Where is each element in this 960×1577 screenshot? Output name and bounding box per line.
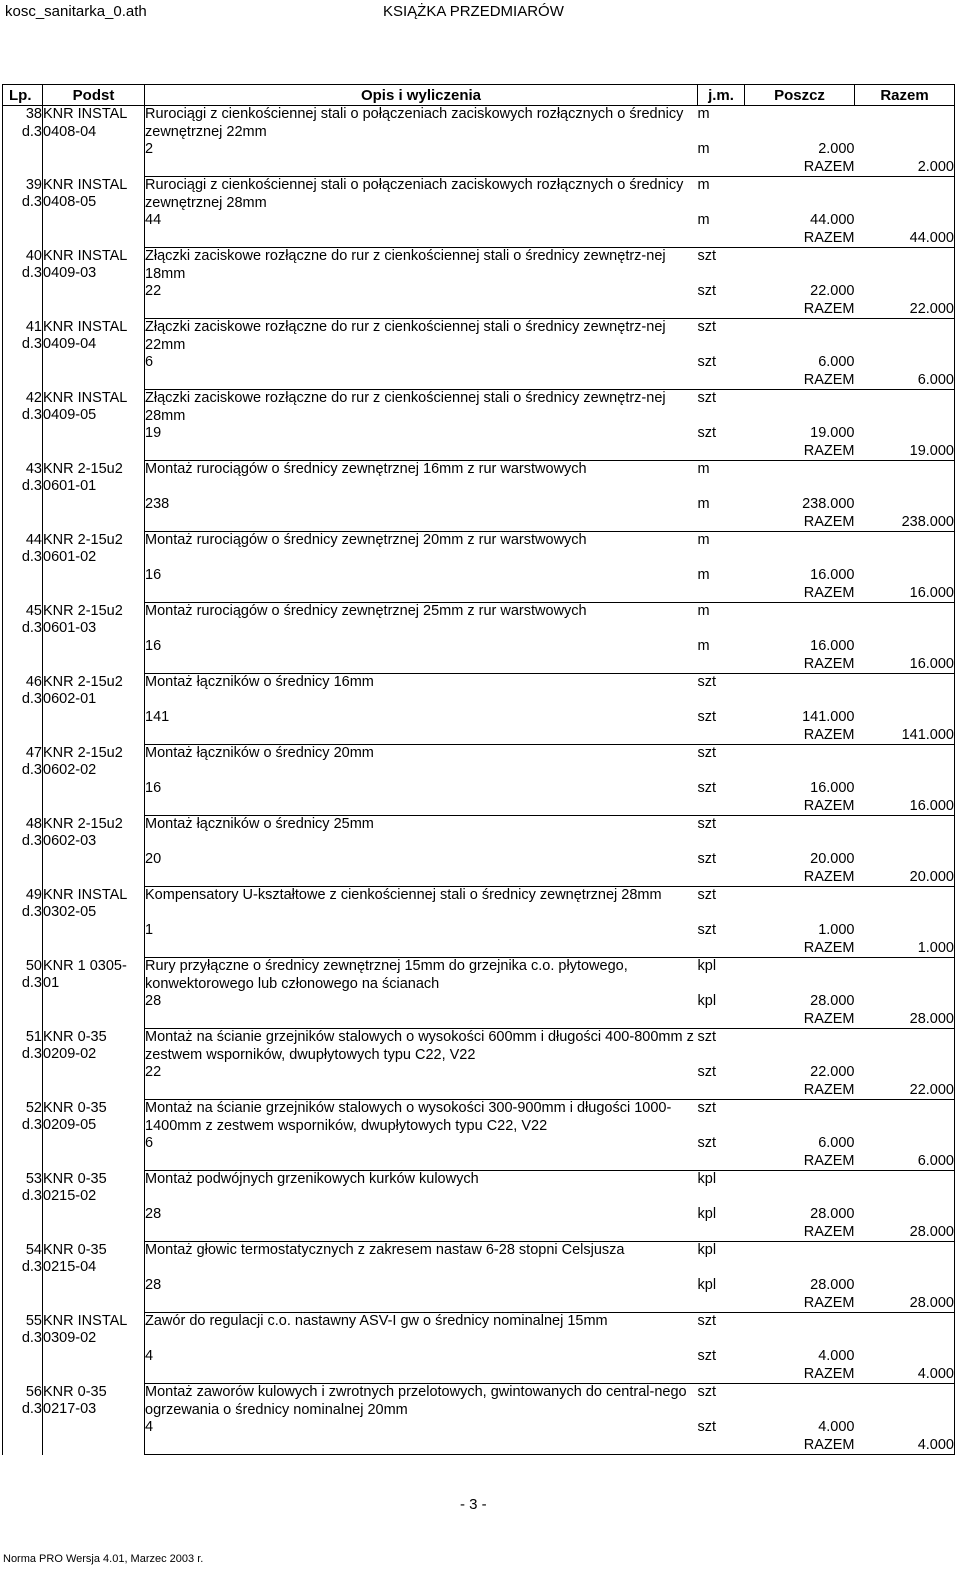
position-unit: szt [697,674,717,690]
basis-code: 0601-03 [43,620,97,636]
position-basis [43,1171,145,1242]
position-unit: szt [697,745,717,761]
position-lp: 42 [25,389,42,406]
basis-catalog: KNR 0-35 [43,1383,107,1400]
basis-code: 0602-02 [43,762,97,778]
basis-code: 0409-05 [43,407,97,423]
position-number [3,1100,43,1171]
total-label: RAZEM [745,1224,855,1242]
calculation-unit: m [697,212,710,228]
calculation-expression: 16 [145,780,162,796]
position-chapter: d.3 [21,123,42,140]
position-unit: szt [697,1029,717,1045]
total-label: RAZEM [745,656,855,674]
position-unit: szt [697,816,717,832]
position-lp: 49 [25,886,42,903]
table-row [3,1242,955,1313]
document-title: KSIĄŻKA PRZEDMIARÓW [383,3,564,20]
table-row [3,319,955,390]
position-basis [43,1100,145,1171]
total-quantity: 16.000 [855,656,955,674]
calculation-expression: 28 [145,993,162,1009]
position-unit: szt [697,248,717,264]
position-unit: m [697,177,710,193]
estimate-table [2,84,955,1455]
position-chapter: d.3 [21,265,42,281]
total-label: RAZEM [745,159,855,177]
basis-catalog: KNR INSTAL [43,389,128,406]
position-number [3,887,43,958]
position-unit: szt [697,390,717,406]
partial-quantity: 28.000 [810,1206,855,1222]
position-number [3,603,43,674]
total-quantity: 4.000 [855,1437,955,1455]
position-chapter: d.3 [21,833,42,849]
position-chapter: d.3 [21,620,42,636]
calculation-unit: kpl [697,1206,717,1222]
position-lp: 38 [25,106,42,122]
table-row [3,887,955,958]
partial-quantity: 6.000 [818,1135,855,1151]
position-description: Rury przyłączne o średnicy zewnętrznej 15mm do grzejnika c.o. płytowego, konwektorowego lub członowego na ścianach [145,958,628,992]
total-label: RAZEM [745,1366,855,1384]
total-quantity: 16.000 [855,798,955,816]
calculation-expression: 22 [145,1064,162,1080]
position-unit: m [697,461,710,477]
table-row [3,248,955,319]
col-header-lp: Lp. [3,85,43,106]
file-name: kosc_sanitarka_0.ath [5,3,147,20]
position-number [3,319,43,390]
position-basis [43,745,145,816]
basis-catalog: KNR 2-15u2 [43,744,123,761]
total-label: RAZEM [745,1011,855,1029]
position-lp: 47 [25,744,42,761]
basis-code: 0601-01 [43,478,97,494]
position-unit: szt [697,1313,717,1329]
position-number [3,1171,43,1242]
calculation-expression: 20 [145,851,162,867]
position-number [3,1242,43,1313]
total-label: RAZEM [745,1082,855,1100]
basis-catalog: KNR 2-15u2 [43,602,123,619]
calculation-unit: kpl [697,993,717,1009]
total-label: RAZEM [745,1295,855,1313]
partial-quantity: 28.000 [810,993,855,1009]
position-number [3,177,43,248]
position-unit: kpl [697,1171,717,1187]
table-header-row [3,85,955,106]
total-quantity: 28.000 [855,1224,955,1242]
calculation-unit: szt [697,283,717,299]
position-unit: szt [697,319,717,335]
total-label: RAZEM [745,869,855,887]
partial-quantity: 44.000 [810,212,855,228]
basis-catalog: KNR 0-35 [43,1170,107,1187]
total-quantity: 22.000 [855,1082,955,1100]
position-chapter: d.3 [21,478,42,494]
basis-catalog: KNR 0-35 [43,1241,107,1258]
calculation-expression: 44 [145,212,162,228]
position-description: Złączki zaciskowe rozłączne do rur z cienkościennej stali o średnicy zewnętrz-nej 22mm [145,319,666,353]
total-quantity: 2.000 [855,159,955,177]
total-label: RAZEM [745,798,855,816]
col-header-podst: Podst [43,85,145,106]
position-chapter: d.3 [21,336,42,352]
partial-quantity: 2.000 [818,141,855,157]
table-row [3,1100,955,1171]
col-header-opis: Opis i wyliczenia [145,85,698,106]
position-number [3,390,43,461]
calculation-expression: 16 [145,567,162,583]
partial-quantity: 4.000 [818,1419,855,1435]
table-row [3,177,955,248]
position-basis [43,958,145,1029]
basis-code: 0601-02 [43,549,97,565]
position-lp: 48 [25,815,42,832]
position-basis [43,106,145,177]
col-header-razem: Razem [855,85,955,106]
partial-quantity: 4.000 [818,1348,855,1364]
position-description: Montaż zaworów kulowych i zwrotnych przelotowych, gwintowanych do central-nego ogrzewania o średnicy nominalnej 20mm [145,1384,687,1418]
table-row [3,1029,955,1100]
position-basis [43,603,145,674]
calculation-unit: szt [697,851,717,867]
total-label: RAZEM [745,230,855,248]
table-row [3,106,955,177]
position-basis [43,1029,145,1100]
basis-code: 0408-05 [43,194,97,210]
basis-catalog: KNR INSTAL [43,247,128,264]
position-unit: szt [697,1384,717,1400]
position-lp: 55 [25,1312,42,1329]
partial-quantity: 22.000 [810,1064,855,1080]
partial-quantity: 19.000 [810,425,855,441]
position-number [3,106,43,177]
position-description: Montaż łączników o średnicy 20mm [145,745,374,761]
position-lp: 44 [25,531,42,548]
basis-catalog: KNR INSTAL [43,176,128,193]
calculation-expression: 28 [145,1206,162,1222]
partial-quantity: 238.000 [802,496,855,512]
position-lp: 51 [25,1028,42,1045]
position-basis [43,1384,145,1455]
position-unit: kpl [697,1242,717,1258]
calculation-expression: 4 [145,1419,154,1435]
table-row [3,745,955,816]
calculation-unit: kpl [697,1277,717,1293]
position-chapter: d.3 [21,194,42,210]
position-chapter: d.3 [21,691,42,707]
position-chapter: d.3 [21,1046,42,1062]
calculation-unit: szt [697,1064,717,1080]
basis-catalog: KNR 0-35 [43,1099,107,1116]
position-chapter: d.3 [21,904,42,920]
calculation-expression: 141 [145,709,170,725]
calculation-expression: 4 [145,1348,154,1364]
total-label: RAZEM [745,727,855,745]
total-quantity: 28.000 [855,1295,955,1313]
basis-catalog: KNR INSTAL [43,318,128,335]
total-label: RAZEM [745,443,855,461]
calculation-expression: 22 [145,283,162,299]
basis-code: 0209-05 [43,1117,97,1133]
basis-code: 0602-01 [43,691,97,707]
position-number [3,461,43,532]
position-description: Rurociągi z cienkościennej stali o połączeniach zaciskowych rozłącznych o średnicy zewnętrznej 28mm [145,177,684,211]
basis-code: 0209-02 [43,1046,97,1062]
position-chapter: d.3 [21,762,42,778]
partial-quantity: 16.000 [810,780,855,796]
total-label: RAZEM [745,1437,855,1455]
position-unit: m [697,603,710,619]
position-basis [43,887,145,958]
position-basis [43,390,145,461]
position-description: Rurociągi z cienkościennej stali o połączeniach zaciskowych rozłącznych o średnicy zewnętrznej 22mm [145,106,684,140]
total-quantity: 44.000 [855,230,955,248]
partial-quantity: 22.000 [810,283,855,299]
calculation-expression: 6 [145,354,154,370]
position-number [3,1313,43,1384]
position-basis [43,1242,145,1313]
partial-quantity: 20.000 [810,851,855,867]
position-basis [43,461,145,532]
total-label: RAZEM [745,1153,855,1171]
position-description: Złączki zaciskowe rozłączne do rur z cienkościennej stali o średnicy zewnętrz-nej 28mm [145,390,666,424]
table-row [3,958,955,1029]
total-quantity: 6.000 [855,1153,955,1171]
table-row [3,674,955,745]
total-quantity: 6.000 [855,372,955,390]
position-chapter: d.3 [21,975,42,991]
table-row [3,603,955,674]
partial-quantity: 6.000 [818,354,855,370]
basis-catalog: KNR 2-15u2 [43,531,123,548]
calculation-unit: szt [697,1135,717,1151]
total-label: RAZEM [745,940,855,958]
calculation-expression: 2 [145,141,154,157]
partial-quantity: 16.000 [810,638,855,654]
basis-catalog: KNR 2-15u2 [43,673,123,690]
position-chapter: d.3 [21,1117,42,1133]
position-lp: 39 [25,176,42,193]
calculation-unit: szt [697,922,717,938]
total-quantity: 20.000 [855,869,955,887]
calculation-expression: 16 [145,638,162,654]
position-description: Montaż głowic termostatycznych z zakresem nastaw 6-28 stopni Celsjusza [145,1242,625,1258]
basis-catalog: KNR 1 0305- [43,957,127,974]
position-lp: 53 [25,1170,42,1187]
col-header-jm: j.m. [698,85,745,106]
position-lp: 50 [25,957,42,974]
table-row [3,1384,955,1455]
basis-catalog: KNR INSTAL [43,886,128,903]
position-description: Montaż rurociągów o średnicy zewnętrznej 20mm z rur warstwowych [145,532,587,548]
calculation-unit: szt [697,425,717,441]
partial-quantity: 1.000 [818,922,855,938]
total-quantity: 28.000 [855,1011,955,1029]
position-basis [43,177,145,248]
basis-code: 0409-04 [43,336,97,352]
basis-code: 0217-03 [43,1401,97,1417]
calculation-expression: 238 [145,496,170,512]
basis-code: 0408-04 [43,123,97,140]
basis-code: 0602-03 [43,833,97,849]
total-quantity: 16.000 [855,585,955,603]
col-header-poszcz: Poszcz [745,85,855,106]
total-quantity: 1.000 [855,940,955,958]
table-row [3,816,955,887]
table-row [3,532,955,603]
basis-catalog: KNR 2-15u2 [43,460,123,477]
total-quantity: 141.000 [855,727,955,745]
basis-code: 0409-03 [43,265,97,281]
position-number [3,1384,43,1455]
calculation-unit: szt [697,354,717,370]
basis-code: 0215-02 [43,1188,97,1204]
position-number [3,745,43,816]
calculation-unit: szt [697,780,717,796]
table-row [3,1313,955,1384]
position-description: Kompensatory U-kształtowe z cienkościennej stali o średnicy zewnętrznej 28mm [145,887,662,903]
position-chapter: d.3 [21,549,42,565]
position-chapter: d.3 [21,1330,42,1346]
basis-code: 0215-04 [43,1259,97,1275]
position-basis [43,532,145,603]
table-row [3,461,955,532]
basis-code: 0302-05 [43,904,97,920]
position-lp: 43 [25,460,42,477]
position-number [3,1029,43,1100]
position-basis [43,248,145,319]
partial-quantity: 28.000 [810,1277,855,1293]
position-lp: 46 [25,673,42,690]
position-unit: szt [697,1100,717,1116]
position-description: Zawór do regulacji c.o. nastawny ASV-I gw o średnicy nominalnej 15mm [145,1313,608,1329]
position-number [3,674,43,745]
position-number [3,532,43,603]
basis-catalog: KNR INSTAL [43,1312,128,1329]
calculation-unit: szt [697,1348,717,1364]
position-chapter: d.3 [21,1401,42,1417]
calculation-unit: szt [697,1419,717,1435]
position-lp: 52 [25,1099,42,1116]
total-label: RAZEM [745,301,855,319]
partial-quantity: 16.000 [810,567,855,583]
calculation-expression: 6 [145,1135,154,1151]
calculation-unit: m [697,567,710,583]
position-basis [43,319,145,390]
position-lp: 54 [25,1241,42,1258]
basis-code: 01 [43,975,60,991]
position-lp: 41 [25,318,42,335]
position-chapter: d.3 [21,1259,42,1275]
total-quantity: 19.000 [855,443,955,461]
position-description: Montaż łączników o średnicy 16mm [145,674,374,690]
position-description: Montaż łączników o średnicy 25mm [145,816,374,832]
position-unit: m [697,106,710,122]
calculation-unit: m [697,638,710,654]
position-number [3,248,43,319]
position-number [3,958,43,1029]
position-lp: 56 [25,1383,42,1400]
position-unit: szt [697,887,717,903]
software-footer: Norma PRO Wersja 4.01, Marzec 2003 r. [3,1553,204,1565]
position-basis [43,816,145,887]
calculation-expression: 1 [145,922,154,938]
calculation-expression: 28 [145,1277,162,1293]
table-row [3,1171,955,1242]
position-chapter: d.3 [21,1188,42,1204]
total-label: RAZEM [745,514,855,532]
calculation-unit: szt [697,709,717,725]
page-number: - 3 - [460,1496,487,1513]
basis-catalog: KNR 2-15u2 [43,815,123,832]
position-description: Złączki zaciskowe rozłączne do rur z cienkościennej stali o średnicy zewnętrz-nej 18mm [145,248,666,282]
position-chapter: d.3 [21,407,42,423]
position-unit: m [697,532,710,548]
position-number [3,816,43,887]
total-quantity: 4.000 [855,1366,955,1384]
position-description: Montaż rurociągów o średnicy zewnętrznej 25mm z rur warstwowych [145,603,587,619]
partial-quantity: 141.000 [802,709,855,725]
position-basis [43,1313,145,1384]
position-unit: kpl [697,958,717,974]
position-description: Montaż podwójnych grzenikowych kurków kulowych [145,1171,479,1187]
position-description: Montaż rurociągów o średnicy zewnętrznej 16mm z rur warstwowych [145,461,587,477]
calculation-unit: m [697,141,710,157]
total-label: RAZEM [745,585,855,603]
total-quantity: 238.000 [855,514,955,532]
position-description: Montaż na ścianie grzejników stalowych o wysokości 300-900mm i długości 1000-1400mm z zestwem wsporników, dwupłytowych typu C22, V22 [145,1100,672,1134]
position-lp: 45 [25,602,42,619]
table-row [3,390,955,461]
calculation-unit: m [697,496,710,512]
position-basis [43,674,145,745]
position-description: Montaż na ścianie grzejników stalowych o wysokości 600mm i długości 400-800mm z zestwem wsporników, dwupłytowych typu C22, V22 [145,1029,694,1063]
basis-catalog: KNR 0-35 [43,1028,107,1045]
calculation-expression: 19 [145,425,162,441]
total-quantity: 22.000 [855,301,955,319]
basis-catalog: KNR INSTAL [43,106,128,122]
total-label: RAZEM [745,372,855,390]
basis-code: 0309-02 [43,1330,97,1346]
position-lp: 40 [25,247,42,264]
